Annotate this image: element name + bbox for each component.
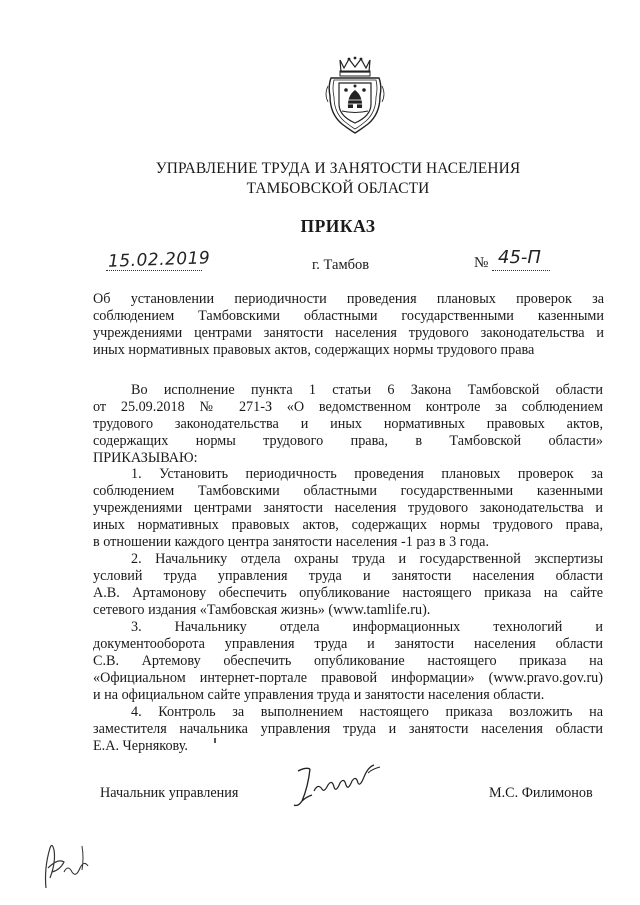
body-line: условий труда управления труда и занятости населения области [93,568,603,584]
subject-line: Об установлении периодичности проведения плановых проверок за [93,291,604,307]
tambov-coat-of-arms-icon [322,56,388,136]
body-line: трудового законодательства и иных нормативных правовых актов, [93,416,603,432]
subject-line: учреждениями центрами занятости населения трудового законодательства и [93,325,604,341]
body-line: содержащих нормы трудового права, в Тамбовской области» [93,433,603,449]
body-line: сетевого издания «Тамбовская жизнь» (www.tamlife.ru). [93,602,431,618]
body-line: иных нормативных правовых актов, содержащих нормы трудового права, [93,517,603,533]
body-line: 4. Контроль за выполнением настоящего приказа возложить на [131,704,603,720]
scan-mark [214,738,216,743]
organization-name-line-2: ТАМБОВСКОЙ ОБЛАСТИ [246,180,430,197]
body-line: соблюдением Тамбовскими областными государственными казенными [93,483,603,499]
organization-name-line-1: УПРАВЛЕНИЕ ТРУДА И ЗАНЯТОСТИ НАСЕЛЕНИЯ [155,160,521,177]
order-number: 45-П [498,247,541,268]
body-line: от 25.09.2018 № 271-З «О ведомственном контроле за соблюдением [93,399,603,415]
margin-initials [38,838,94,896]
body-line: 3. Начальнику отдела информационных технологий и [131,619,603,635]
body-line: учреждениями центрами занятости населения трудового законодательства и [93,500,603,516]
body-line: 1. Установить периодичность проведения плановых проверок за [131,466,603,482]
subject-line: соблюдением Тамбовскими областными государственными казенными [93,308,604,324]
document-type-title: ПРИКАЗ [300,216,376,236]
body-line: С.В. Артемову обеспечить опубликование настоящего приказа на [93,653,603,669]
body-line: и на официальном сайте управления труда и занятости населения области. [93,687,545,703]
number-underline [492,270,550,271]
body-line-prikazyvayu: ПРИКАЗЫВАЮ: [93,450,198,466]
body-line: Во исполнение пункта 1 статьи 6 Закона Тамбовской области [131,382,603,398]
subject-line: иных нормативных правовых актов, содержащих нормы трудового права [93,342,535,358]
body-line: «Официальном интернет-портале правовой информации» (www.pravo.gov.ru) [93,670,603,686]
signatory-position: Начальник управления [100,785,239,801]
body-line: в отношении каждого центра занятости населения -1 раз в 3 года. [93,534,489,550]
body-line: Е.А. Чернякову. [93,738,188,754]
body-line: заместителя начальника управления труда и занятости населения области [93,721,603,737]
order-date: 15.02.2019 [107,248,211,272]
body-line: 2. Начальнику отдела охраны труда и государственной экспертизы [131,551,603,567]
order-city: г. Тамбов [312,257,370,273]
handwritten-signature [288,757,388,813]
body-line: А.В. Артамонову обеспечить опубликование настоящего приказа на сайте [93,585,603,601]
number-sign: № [474,255,489,271]
date-underline [106,270,202,271]
body-line: документооборота управления труда и занятости населения области [93,636,603,652]
signatory-name: М.С. Филимонов [489,785,593,801]
